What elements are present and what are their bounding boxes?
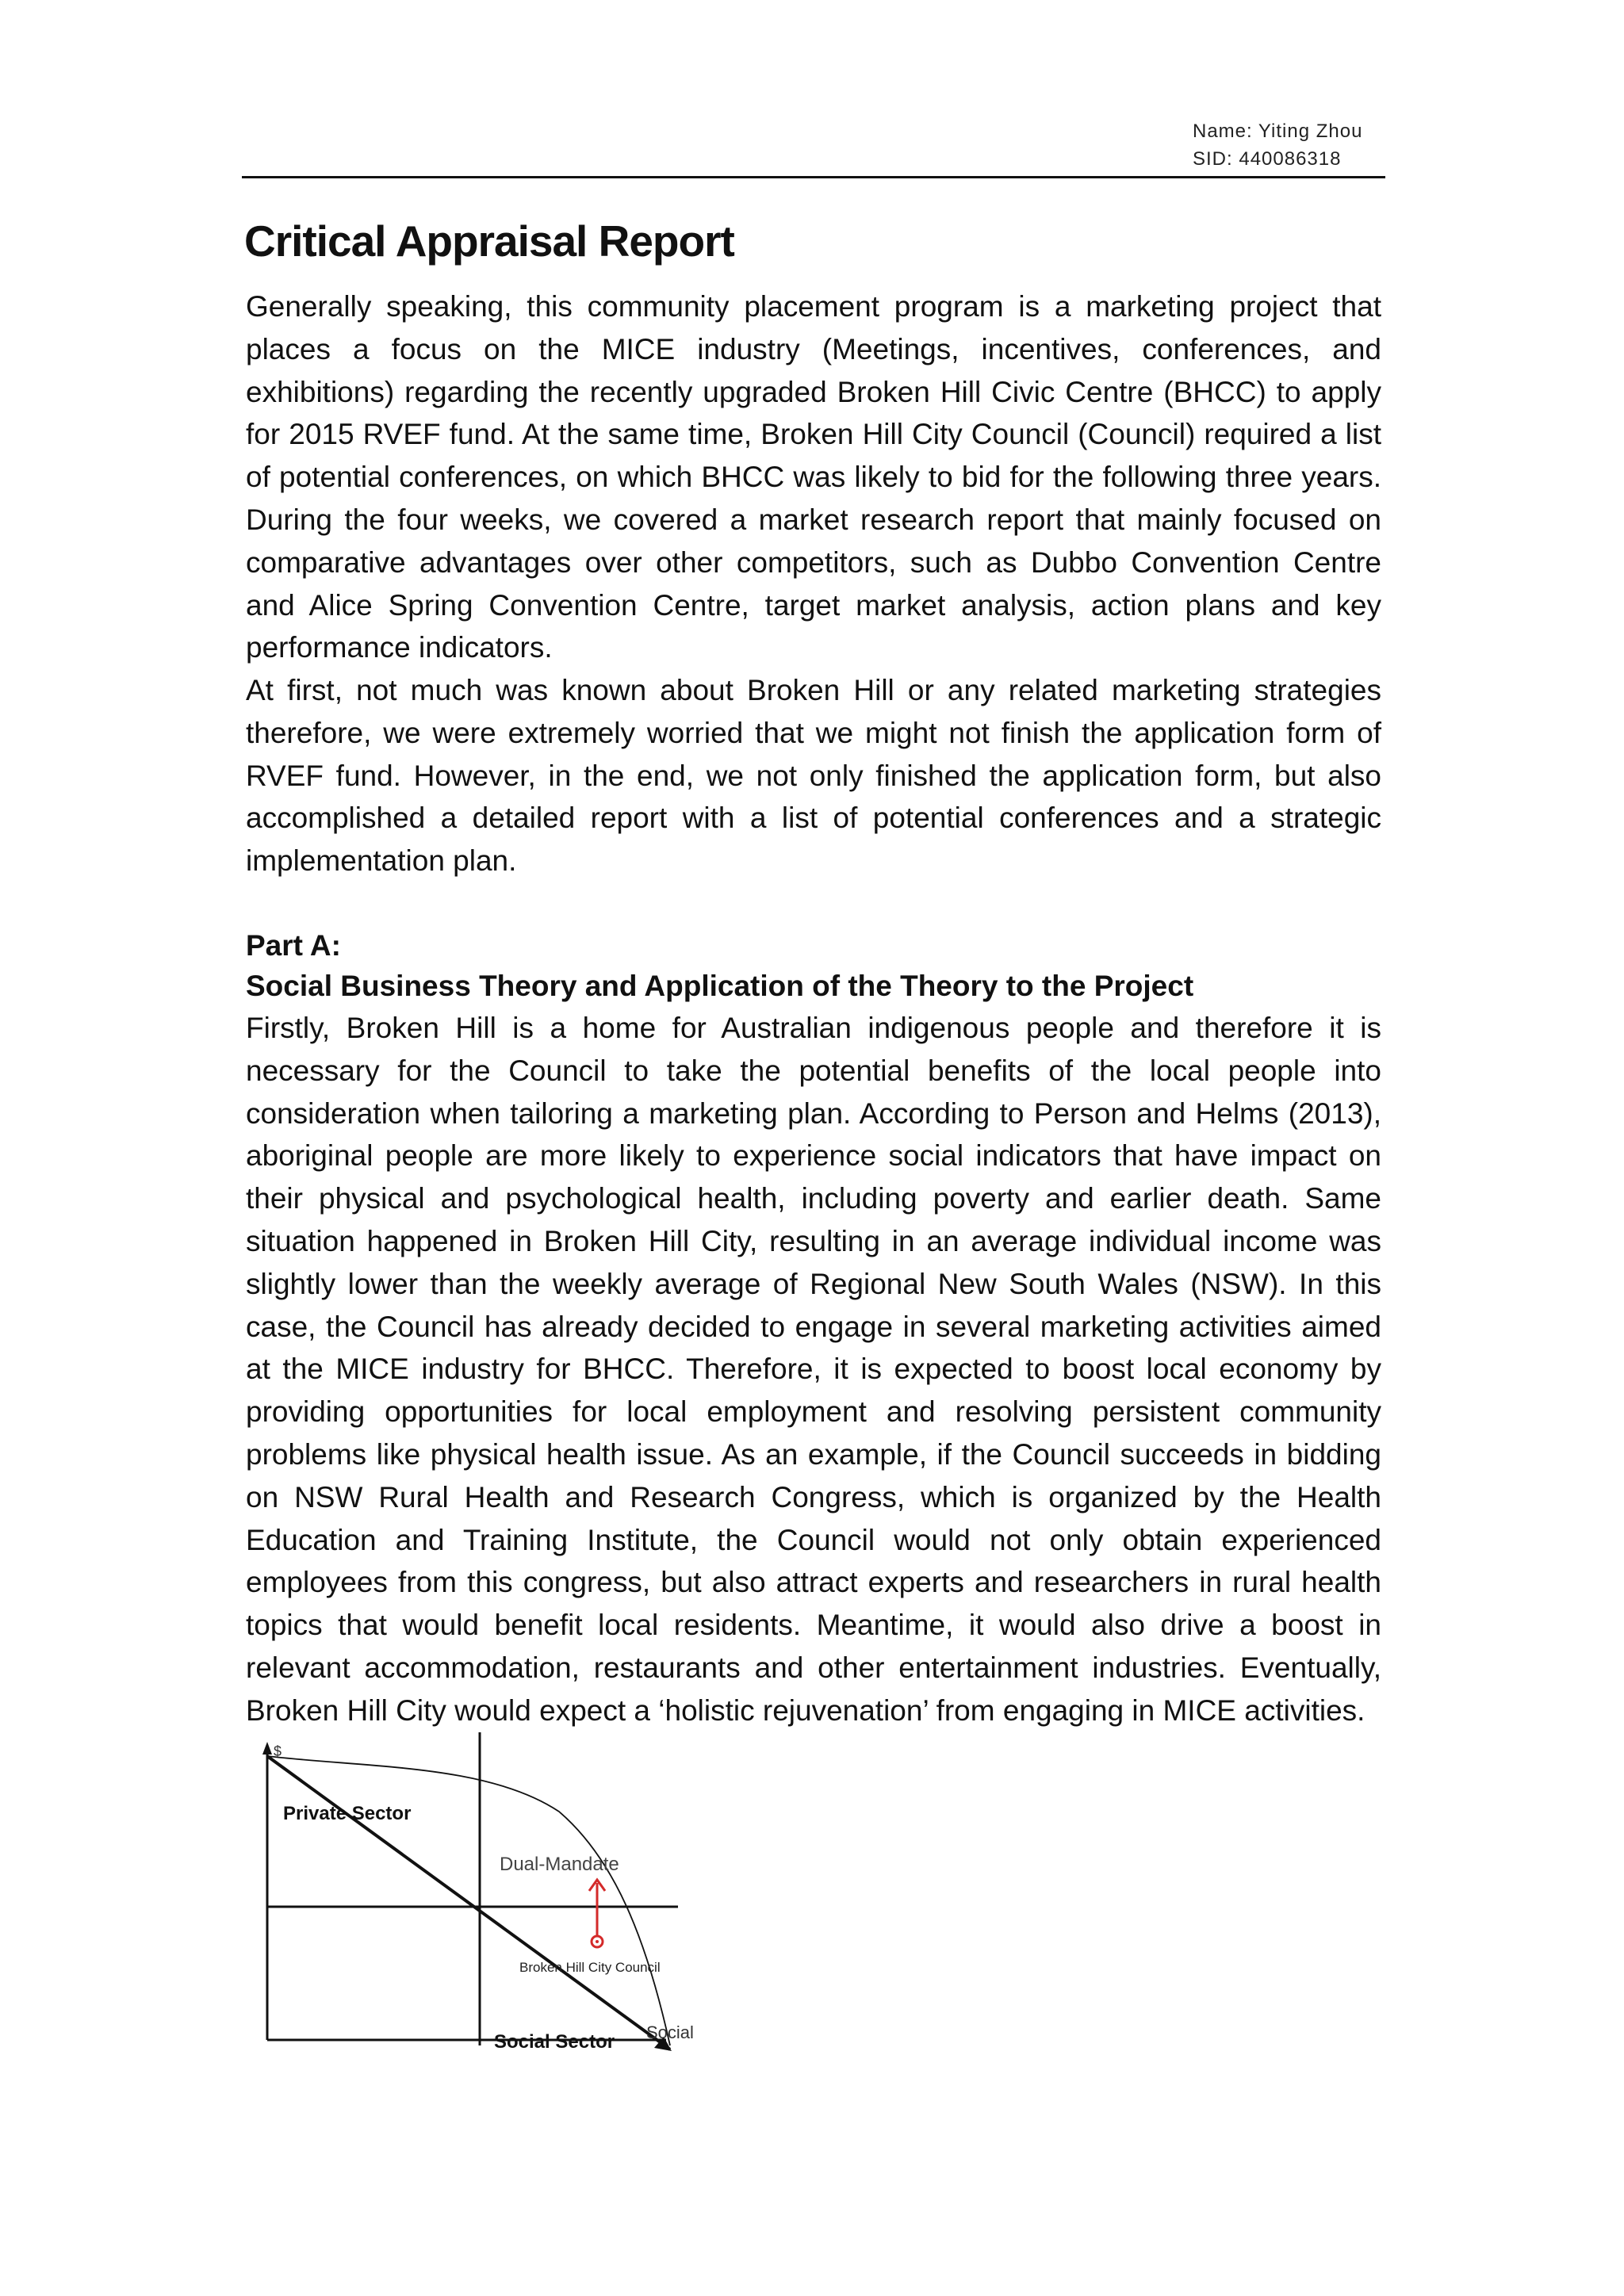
second-paragraph: At first, not much was known about Broken Hill or any related marketing strategies therefore, we were extremely worried that we might not finish the application form of RVEF fund. However, in the end, we not only finished the application form, but also accomplished a detailed report with a list of potential conferences and a strategic implementation plan. [246,674,1381,878]
social-axis-label: Social [646,2022,694,2042]
report-title: Critical Appraisal Report [244,216,734,266]
student-id: SID: 440086318 [1193,148,1342,170]
social-sector-label: Social Sector [494,2031,615,2053]
private-sector-label: Private Sector [283,1803,412,1824]
part-a-heading: Part A: [246,929,341,962]
council-label: Broken Hill City Council [519,1960,661,1975]
council-point-dot [596,1940,599,1943]
theory-paragraph: Firstly, Broken Hill is a home for Australian indigenous people and therefore it is necessary for the Council to take the potential benefits of the local people into consideration when tailoring a marketing plan. According to Person and Helms (2013), aboriginal people are more likely to experience social indicators that have impact on their physical and psychological health, including poverty and earlier death. Same situation happened in Broken Hill City, resulting in an average individual income was slightly lower than the weekly average of Regional New South Wales (NSW). In this case, the Council has already decided to engage in several marketing activities aimed at the MICE industry for BHCC. Therefore, it is expected to boost local economy by providing opportunities for local employment and resolving persistent community problems like physical health issue. As an example, if the Council succeeds in bidding on NSW Rural Health and Research Congress, which is organized by the Health Education and Training Institute, the Council would not only obtain experienced employees from this congress, but also attract experts and researchers in rural health topics that would benefit local residents. Meantime, it would also drive a boost in relevant accommodation, restaurants and other entertainment industries. Eventually, Broken Hill City would expect a ‘holistic rejuvenation’ from engaging in MICE activities. [246,1012,1381,1727]
dual-mandate-label: Dual-Mandate [500,1854,619,1875]
author-name: Name: Yiting Zhou [1193,121,1363,142]
y-axis-arrowhead [262,1742,272,1755]
header-divider [242,176,1385,178]
diagonal-line [267,1756,670,2049]
intro-paragraph: Generally speaking, this community placement program is a marketing project that places a focus on the MICE industry (Meetings, incentives, conferences, and exhibitions) regarding the recently upgraded Broken Hill Civic Centre (BHCC) to apply for 2015 RVEF fund. At the same time, Broken Hill City Council (Council) required a list of potential conferences, on which BHCC was likely to bid for the following three years. During the four weeks, we covered a market research report that mainly focused on comparative advantages over other competitors, such as Dubbo Convention Centre and Alice Spring Convention Centre, target market analysis, action plans and key performance indicators. [246,290,1381,664]
author-info [1193,117,1380,173]
dollar-label: $ [274,1743,282,1759]
dual-mandate-diagram [250,1732,710,2057]
section-heading: Social Business Theory and Application of the Theory to the Project [246,970,1194,1002]
diagram-svg [250,1732,710,2057]
